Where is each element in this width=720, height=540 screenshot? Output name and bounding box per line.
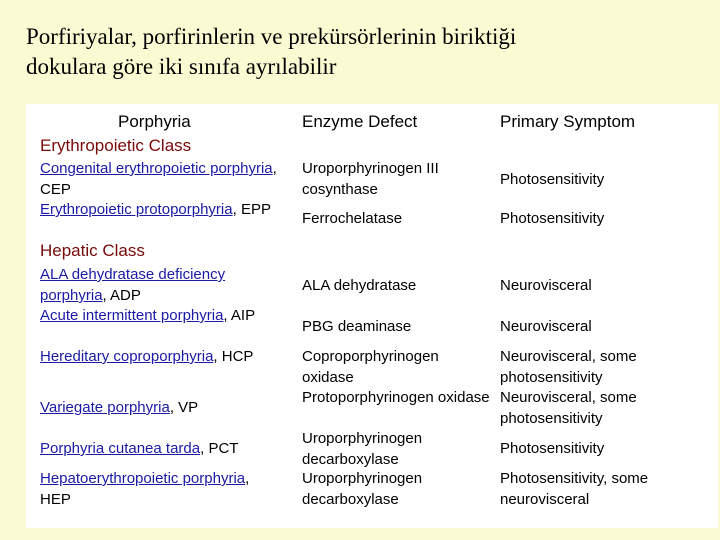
column-header-enzyme-defect: Enzyme Defect xyxy=(302,112,418,131)
table-row-enzyme: PBG deaminase xyxy=(302,318,412,335)
porphyria-link[interactable]: Hereditary coproporphyria xyxy=(40,348,214,365)
table-row-name xyxy=(40,346,284,367)
table-row-enzyme: Uroporphyrinogen III cosynthase xyxy=(302,160,439,198)
porphyria-abbr: , PCT xyxy=(200,440,239,457)
table-row-name xyxy=(40,397,284,418)
table-row-symptom: Neurovisceral xyxy=(500,277,592,294)
table-row-enzyme: Uroporphyrinogen decarboxylase xyxy=(302,430,423,468)
porphyria-abbr: , ADP xyxy=(102,287,141,304)
porphyria-link[interactable]: ALA dehydratase deficiency porphyria xyxy=(40,266,226,304)
table-row-enzyme: ALA dehydratase xyxy=(302,277,417,294)
table-row-name xyxy=(40,305,284,326)
table-row-symptom: Photosensitivity xyxy=(500,171,605,188)
table-row-name xyxy=(40,438,284,459)
slide-title-line-1: Porfiriyalar, porfirinlerin ve prekürsörlerinin biriktiği xyxy=(26,24,517,49)
porphyria-link[interactable]: Erythropoietic protoporphyria xyxy=(40,201,233,218)
porphyria-abbr: , HCP xyxy=(213,348,254,365)
porphyria-link[interactable]: Porphyria cutanea tarda xyxy=(40,440,201,457)
slide-title xyxy=(26,22,706,82)
porphyria-abbr: , HEP xyxy=(40,470,250,508)
table-row-enzyme: Ferrochelatase xyxy=(302,210,403,227)
table-row-enzyme: Coproporphyrinogen oxidase xyxy=(302,348,439,386)
porphyria-link[interactable]: Congenital erythropoietic porphyria xyxy=(40,160,273,177)
column-header-porphyria: Porphyria xyxy=(118,112,191,131)
porphyria-link[interactable]: Acute intermittent porphyria xyxy=(40,307,224,324)
table-row-enzyme: Protoporphyrinogen oxidase xyxy=(302,389,490,406)
table-row-symptom: Neurovisceral, some photosensitivity xyxy=(500,348,637,386)
table-row-symptom: Photosensitivity xyxy=(500,440,605,457)
porphyria-table xyxy=(26,104,718,528)
table-row-symptom: Neurovisceral, some photosensitivity xyxy=(500,389,637,427)
porphyria-abbr: , EPP xyxy=(232,201,271,218)
column-header-primary-symptom: Primary Symptom xyxy=(500,112,636,131)
class-heading-erythropoietic: Erythropoietic Class xyxy=(40,136,192,155)
table-row-name xyxy=(40,264,284,306)
porphyria-link[interactable]: Hepatoerythropoietic porphyria xyxy=(40,470,246,487)
table-row-name xyxy=(40,468,284,510)
table-row-enzyme: Uroporphyrinogen decarboxylase xyxy=(302,470,423,508)
table-row-name xyxy=(40,158,284,200)
table-row-symptom: Neurovisceral xyxy=(500,318,592,335)
slide-title-line-2: dokulara göre iki sınıfa ayrılabilir xyxy=(26,54,337,79)
table-row-symptom: Photosensitivity xyxy=(500,210,605,227)
table-row-name xyxy=(40,199,284,220)
porphyria-abbr: , VP xyxy=(169,399,199,416)
porphyria-abbr: , AIP xyxy=(223,307,256,324)
porphyria-abbr: , CEP xyxy=(40,160,277,198)
class-heading-hepatic: Hepatic Class xyxy=(40,241,145,260)
table-row-symptom: Photosensitivity, some neurovisceral xyxy=(500,470,649,508)
porphyria-link[interactable]: Variegate porphyria xyxy=(40,399,170,416)
